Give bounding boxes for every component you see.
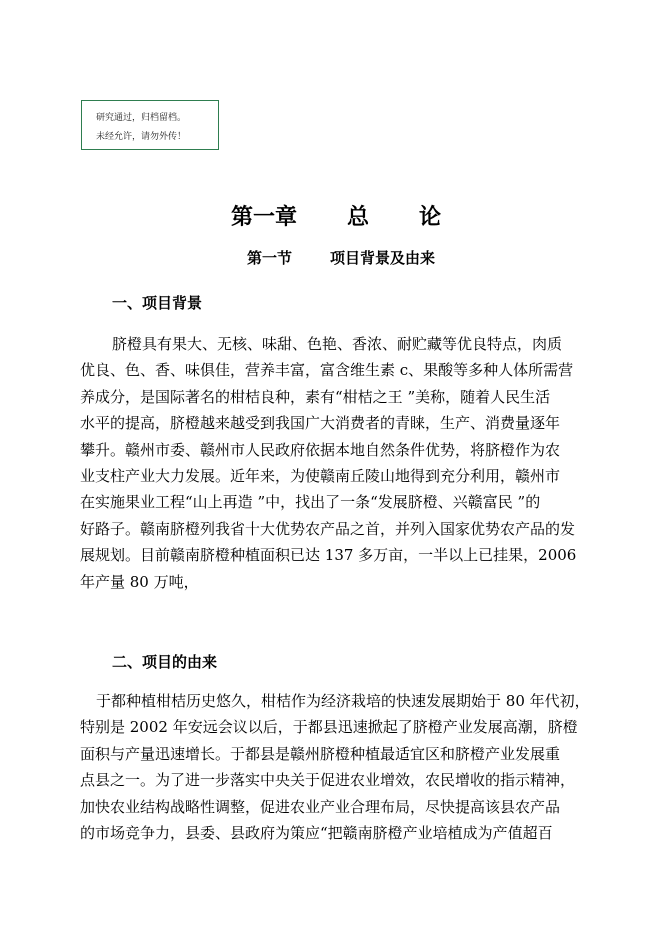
heading-project-origin: 二、项目的由来 [112, 653, 218, 671]
paragraph-project-background [80, 331, 590, 595]
notice-line-2: 未经允许，请勿外传！ [96, 132, 187, 142]
section-title [0, 247, 662, 269]
chapter-title [0, 202, 662, 232]
paragraph-line: 特别是 2002 年安远会议以后，于都县迅速掀起了脐橙产业发展高潮，脐橙 [80, 718, 578, 737]
paragraph-line: 优良、色、香、味俱佳，营养丰富，富含维生素 c、果酸等多种人体所需营 [80, 361, 574, 380]
paragraph-line: 点县之一。为了进一步落实中央关于促进农业增效，农民增收的指示精神， [80, 771, 576, 790]
section-label: 第一节 [246, 249, 292, 267]
notice-stamp [81, 100, 219, 150]
paragraph-line: 养成分，是国际著名的柑桔良种，素有“柑桔之王 ”美称，随着人民生活 [80, 387, 551, 406]
paragraph-line: 好路子。赣南脐橙列我省十大优势农产品之首，并列入国家优势农产品的发 [80, 519, 576, 538]
paragraph-line: 的市场竞争力，县委、县政府为策应“把赣南脐橙产业培植成为产值超百 [80, 824, 553, 843]
paragraph-line: 加快农业结构战略性调整，促进农业产业合理布局，尽快提高该县农产品 [80, 797, 561, 816]
heading-project-background: 一、项目背景 [112, 294, 203, 312]
paragraph-project-origin [80, 688, 590, 846]
section-title-text: 项目背景及由来 [330, 249, 436, 267]
paragraph-line: 在实施果业工程“山上再造 ”中，找出了一条“发展脐橙、兴赣富民 ”的 [80, 493, 541, 512]
paragraph-line: 展规划。目前赣南脐橙种植面积已达 137 多万亩，一半以上已挂果，2006 [80, 546, 577, 565]
paragraph-line: 年产量 80 万吨， [80, 572, 199, 591]
paragraph-line: 于都种植柑桔历史悠久，柑桔作为经济栽培的快速发展期始于 80 年代初， [96, 692, 590, 710]
paragraph-line: 业支柱产业大力发展。近年来，为使赣南丘陵山地得到充分利用，赣州市 [80, 467, 561, 486]
paragraph-line: 脐橙具有果大、无核、味甜、色艳、香浓、耐贮藏等优良特点，肉质 [112, 335, 563, 353]
paragraph-line: 攀升。赣州市委、赣州市人民政府依据本地自然条件优势，将脐橙作为农 [80, 440, 561, 459]
paragraph-line: 水平的提高，脐橙越来越受到我国广大消费者的青睐，生产、消费量逐年 [80, 414, 561, 433]
notice-line-1: 研究通过，归档留档。 [96, 113, 187, 123]
chapter-label: 第一章 [230, 204, 297, 230]
chapter-title-char-2: 论 [419, 204, 442, 230]
chapter-title-char-1: 总 [346, 204, 369, 230]
paragraph-line: 面积与产量迅速增长。于都县是赣州脐橙种植最适宜区和脐橙产业发展重 [80, 744, 561, 763]
